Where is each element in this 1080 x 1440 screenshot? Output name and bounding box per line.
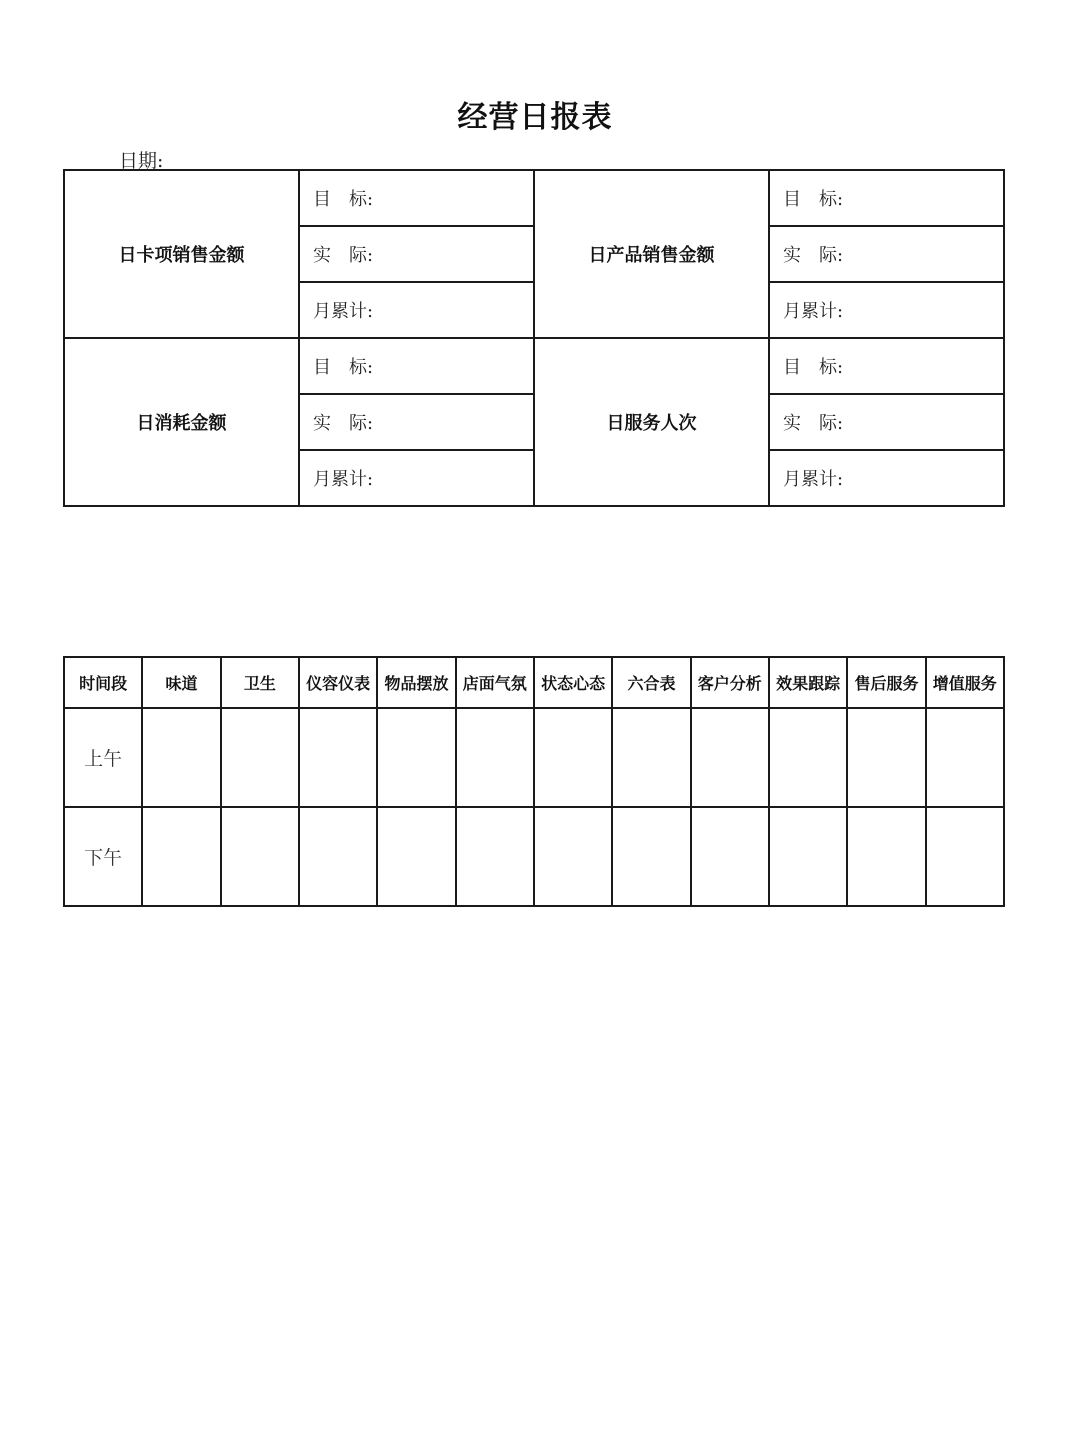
table-cell[interactable]: [221, 807, 299, 906]
page-title: 经营日报表: [457, 100, 613, 135]
table-cell[interactable]: [377, 708, 455, 807]
column-header: 时间段: [64, 657, 142, 708]
service-count-monthly-field[interactable]: 月累计:: [769, 450, 1004, 506]
table-cell[interactable]: [847, 807, 925, 906]
table-cell[interactable]: [456, 807, 534, 906]
table-cell[interactable]: [926, 807, 1004, 906]
product-sales-monthly-field[interactable]: 月累计:: [769, 282, 1004, 338]
summary-row: [64, 338, 1004, 394]
service-count-heading: 日服务人次: [534, 338, 769, 506]
consumption-heading: 日消耗金额: [64, 338, 299, 506]
product-sales-heading: 日产品销售金额: [534, 170, 769, 338]
card-sales-monthly-field[interactable]: 月累计:: [299, 282, 534, 338]
table-cell[interactable]: [926, 708, 1004, 807]
table-cell[interactable]: [377, 807, 455, 906]
card-sales-target-field[interactable]: 目 标:: [299, 170, 534, 226]
summary-table: [63, 169, 1005, 507]
column-header: 六合表: [612, 657, 690, 708]
table-cell[interactable]: [221, 708, 299, 807]
evaluation-table: [63, 656, 1005, 907]
table-cell[interactable]: [847, 708, 925, 807]
table-cell[interactable]: [299, 807, 377, 906]
product-sales-actual-field[interactable]: 实 际:: [769, 226, 1004, 282]
product-sales-target-field[interactable]: 目 标:: [769, 170, 1004, 226]
table-row: [64, 708, 1004, 807]
card-sales-actual-field[interactable]: 实 际:: [299, 226, 534, 282]
consumption-monthly-field[interactable]: 月累计:: [299, 450, 534, 506]
table-row: [64, 807, 1004, 906]
column-header: 卫生: [221, 657, 299, 708]
table-cell[interactable]: [142, 807, 220, 906]
summary-row: [64, 170, 1004, 226]
consumption-actual-field[interactable]: 实 际:: [299, 394, 534, 450]
table-cell[interactable]: [769, 807, 847, 906]
column-header: 售后服务: [847, 657, 925, 708]
table-cell[interactable]: [691, 708, 769, 807]
table-cell[interactable]: [456, 708, 534, 807]
service-count-target-field[interactable]: 目 标:: [769, 338, 1004, 394]
header-row: [64, 657, 1004, 708]
table-cell[interactable]: [769, 708, 847, 807]
row-label-morning: 上午: [64, 708, 142, 807]
service-count-actual-field[interactable]: 实 际:: [769, 394, 1004, 450]
row-label-afternoon: 下午: [64, 807, 142, 906]
column-header: 增值服务: [926, 657, 1004, 708]
consumption-target-field[interactable]: 目 标:: [299, 338, 534, 394]
table-cell[interactable]: [612, 708, 690, 807]
card-sales-heading: 日卡项销售金额: [64, 170, 299, 338]
column-header: 效果跟踪: [769, 657, 847, 708]
table-cell[interactable]: [612, 807, 690, 906]
column-header: 状态心态: [534, 657, 612, 708]
column-header: 店面气氛: [456, 657, 534, 708]
table-cell[interactable]: [534, 708, 612, 807]
table-cell[interactable]: [691, 807, 769, 906]
column-header: 仪容仪表: [299, 657, 377, 708]
column-header: 物品摆放: [377, 657, 455, 708]
date-label: 日期:: [119, 150, 164, 172]
table-cell[interactable]: [299, 708, 377, 807]
column-header: 客户分析: [691, 657, 769, 708]
column-header: 味道: [142, 657, 220, 708]
table-cell[interactable]: [142, 708, 220, 807]
table-cell[interactable]: [534, 807, 612, 906]
